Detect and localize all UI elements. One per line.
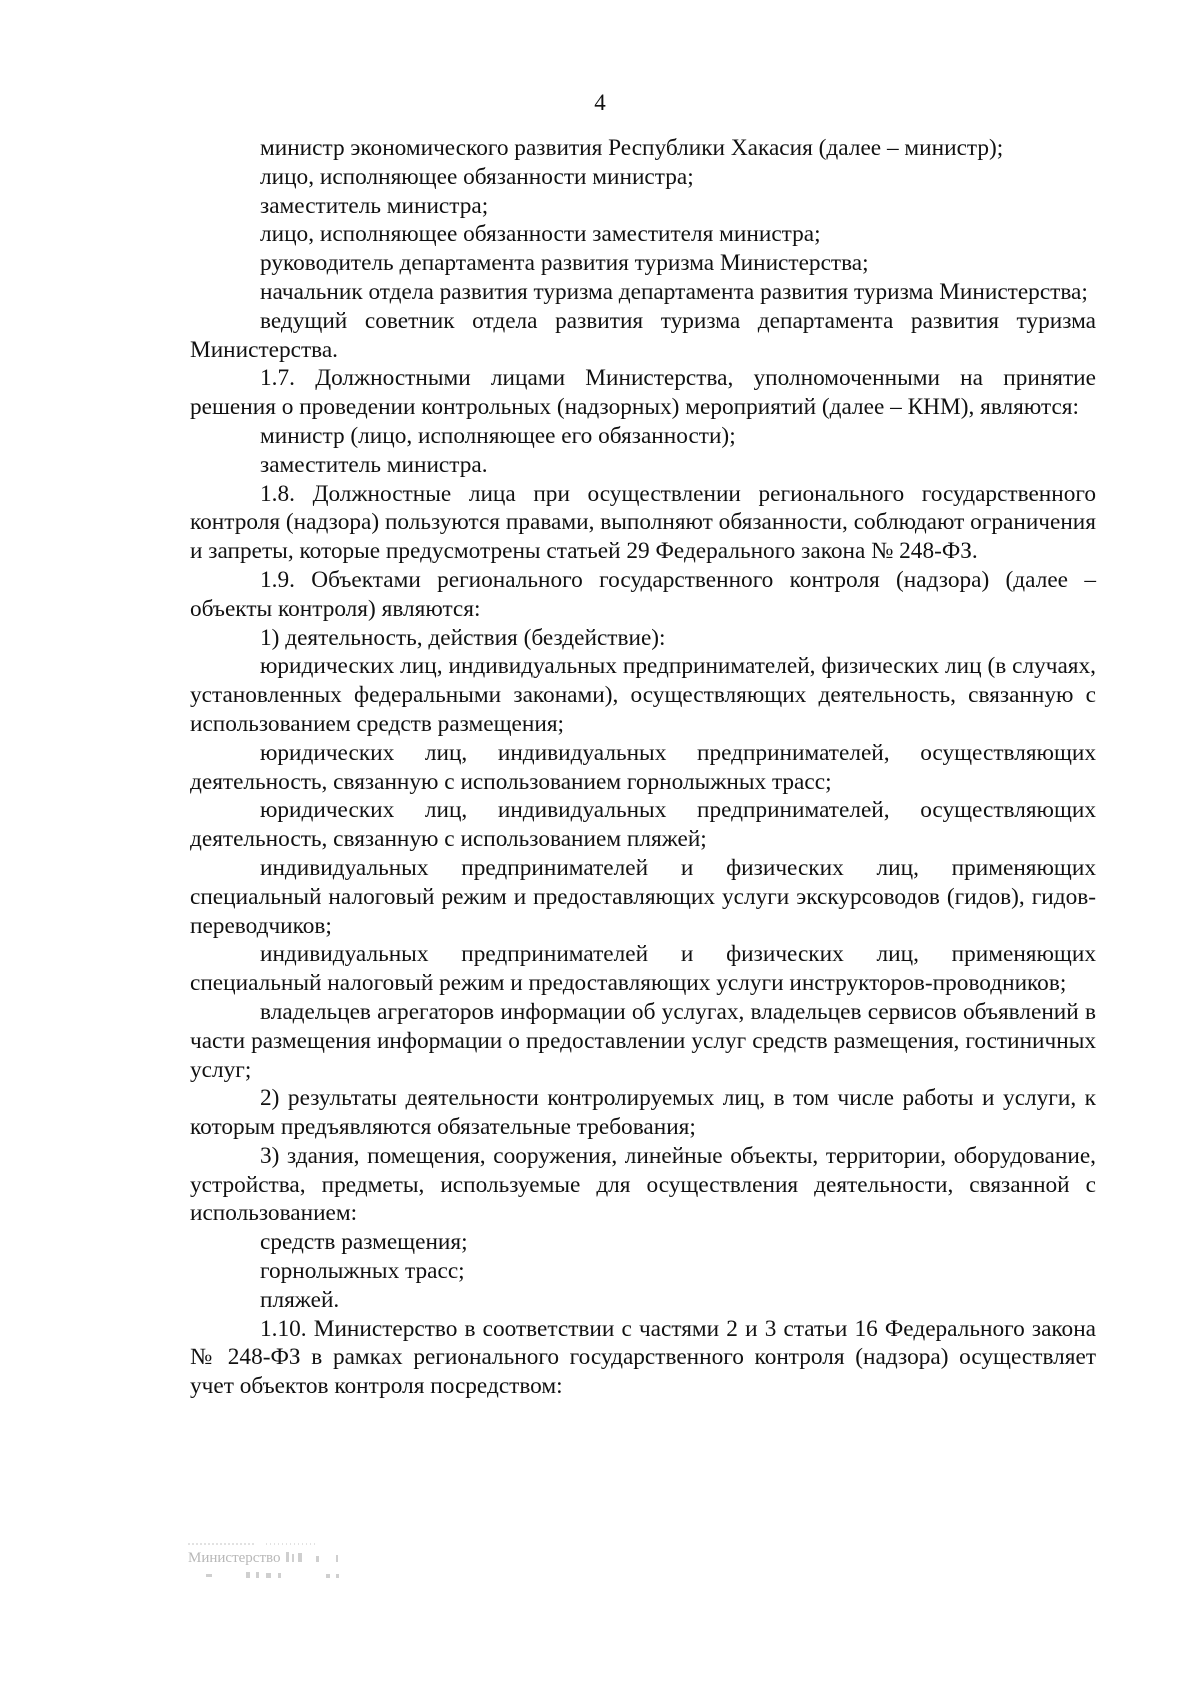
faded-stamp-image: [186, 1538, 386, 1594]
paragraph-7: ведущий советник отдела развития туризма департамента развития туризма Министерства.: [190, 307, 1096, 363]
paragraph-8: 1.7. Должностными лицами Министерства, уполномоченными на принятие решения о проведении контрольных (надзорных) мероприятий (далее – КНМ), являются:: [190, 365, 1096, 421]
paragraph-5: руководитель департамента развития туризма Министерства;: [260, 250, 869, 277]
paragraph-3: заместитель министра;: [260, 192, 489, 219]
page-number: 4: [594, 90, 606, 115]
paragraph-14: юридических лиц, индивидуальных предпринимателей, физических лиц (в случаях, установленных федеральными законами), осуществляющих деятельность, связанную с использованием средств размещения;: [190, 653, 1096, 737]
paragraph-18: индивидуальных предпринимателей и физических лиц, применяющих специальный налоговый режим и предоставляющих услуги инструкторов-проводников;: [190, 941, 1096, 997]
paragraph-9: министр (лицо, исполняющее его обязанности);: [260, 422, 736, 449]
paragraph-4: лицо, исполняющее обязанности заместителя министра;: [260, 221, 821, 248]
paragraph-10: заместитель министра.: [260, 451, 488, 478]
paragraph-19: владельцев агрегаторов информации об услугах, владельцев сервисов объявлений в части размещения информации о предоставлении услуг средств размещения, гостиничных услуг;: [190, 998, 1096, 1083]
document-body: [190, 134, 1096, 1401]
paragraph-22: средств размещения;: [260, 1229, 468, 1256]
paragraph-25: 1.10. Министерство в соответствии с частями 2 и 3 статьи 16 Федерального закона № 248-ФЗ в рамках регионального государственного контроля (надзора) осуществляет учет объектов контроля посредством:: [190, 1315, 1096, 1400]
paragraph-24: пляжей.: [260, 1286, 340, 1313]
paragraph-1: министр экономического развития Республики Хакасия (далее – министр);: [260, 135, 1004, 161]
paragraph-21: 3) здания, помещения, сооружения, линейные объекты, территории, оборудование, устройства, предметы, используемые для осуществления деятельности, связанной с использованием:: [190, 1142, 1096, 1227]
paragraph-20: 2) результаты деятельности контролируемых лиц, в том числе работы и услуги, к которым предъявляются обязательные требования;: [190, 1085, 1096, 1141]
paragraph-13: 1) деятельность, действия (бездействие):: [260, 624, 666, 651]
paragraph-17: индивидуальных предпринимателей и физических лиц, применяющих специальный налоговый режим и предоставляющих услуги экскурсоводов (гидов), гидов-переводчиков;: [190, 854, 1096, 939]
paragraph-16: юридических лиц, индивидуальных предпринимателей, осуществляющих деятельность, связанную с использованием пляжей;: [190, 797, 1096, 853]
paragraph-23: горнолыжных трасс;: [260, 1258, 465, 1285]
paragraph-12: 1.9. Объектами регионального государственного контроля (надзора) (далее – объекты контроля) являются:: [190, 566, 1096, 622]
paragraph-15: юридических лиц, индивидуальных предпринимателей, осуществляющих деятельность, связанную с использованием горнолыжных трасс;: [190, 739, 1096, 795]
paragraph-11: 1.8. Должностные лица при осуществлении регионального государственного контроля (надзора) пользуются правами, выполняют обязанности, соблюдают ограничения и запреты, которые предусмотрены статьей 29 Федерального закона № 248-ФЗ.: [190, 480, 1096, 565]
paragraph-6: начальник отдела развития туризма департамента развития туризма Министерства;: [260, 278, 1088, 305]
paragraph-2: лицо, исполняющее обязанности министра;: [260, 163, 694, 190]
stamp-text: Министерство: [188, 1550, 281, 1566]
